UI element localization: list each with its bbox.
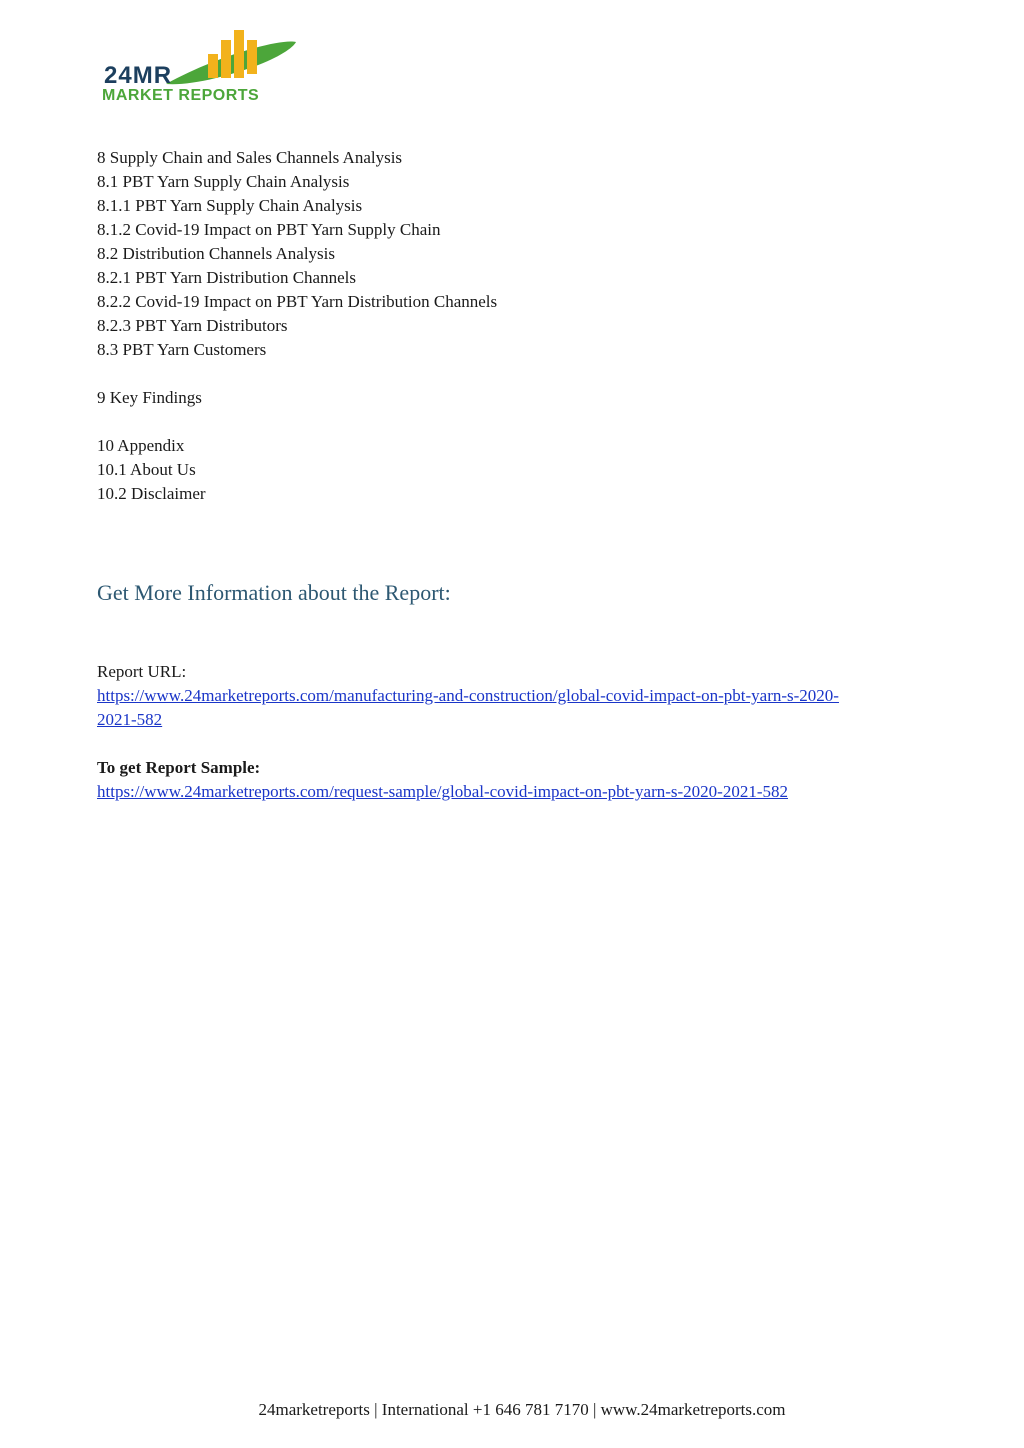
page-footer: 24marketreports | International +1 646 781 7170 | www.24marketreports.com [258,1400,786,1419]
toc-line: 8 Supply Chain and Sales Channels Analysis [97,148,403,167]
table-of-contents [97,146,937,530]
company-logo [96,26,306,110]
report-links [97,660,937,804]
info-heading: Get More Information about the Report: [97,580,451,605]
report-url-label: Report URL: [97,662,187,681]
toc-section-8 [97,146,937,362]
toc-line: 10 Appendix [97,436,185,455]
toc-line: 8.1 PBT Yarn Supply Chain Analysis [97,172,350,191]
sample-url-link[interactable]: https://www.24marketreports.com/request-sample/global-covid-impact-on-pbt-yarn-s-2020-2021-582 [97,782,788,801]
toc-line: 9 Key Findings [97,388,202,407]
toc-section-10 [97,434,937,506]
report-url-line2: 2021-582 [97,710,163,729]
logo-text-market-reports: MARKET REPORTS [102,87,260,104]
toc-line: 8.1.1 PBT Yarn Supply Chain Analysis [97,196,363,215]
report-url-link[interactable] [97,684,937,732]
toc-line: 8.2.3 PBT Yarn Distributors [97,316,288,335]
toc-line: 8.2.2 Covid-19 Impact on PBT Yarn Distribution Channels [97,292,498,311]
toc-section-9 [97,386,937,410]
toc-line: 8.2 Distribution Channels Analysis [97,244,335,263]
toc-line: 10.2 Disclaimer [97,484,206,503]
toc-line: 8.3 PBT Yarn Customers [97,340,267,359]
sample-label: To get Report Sample: [97,758,261,777]
toc-line: 8.1.2 Covid-19 Impact on PBT Yarn Supply Chain [97,220,441,239]
toc-line: 10.1 About Us [97,460,196,479]
logo-text-24mr: 24MR [104,62,173,89]
report-url-line1: https://www.24marketreports.com/manufacturing-and-construction/global-covid-impact-on-pbt-yarn-s-2020- [97,686,839,705]
toc-line: 8.2.1 PBT Yarn Distribution Channels [97,268,356,287]
